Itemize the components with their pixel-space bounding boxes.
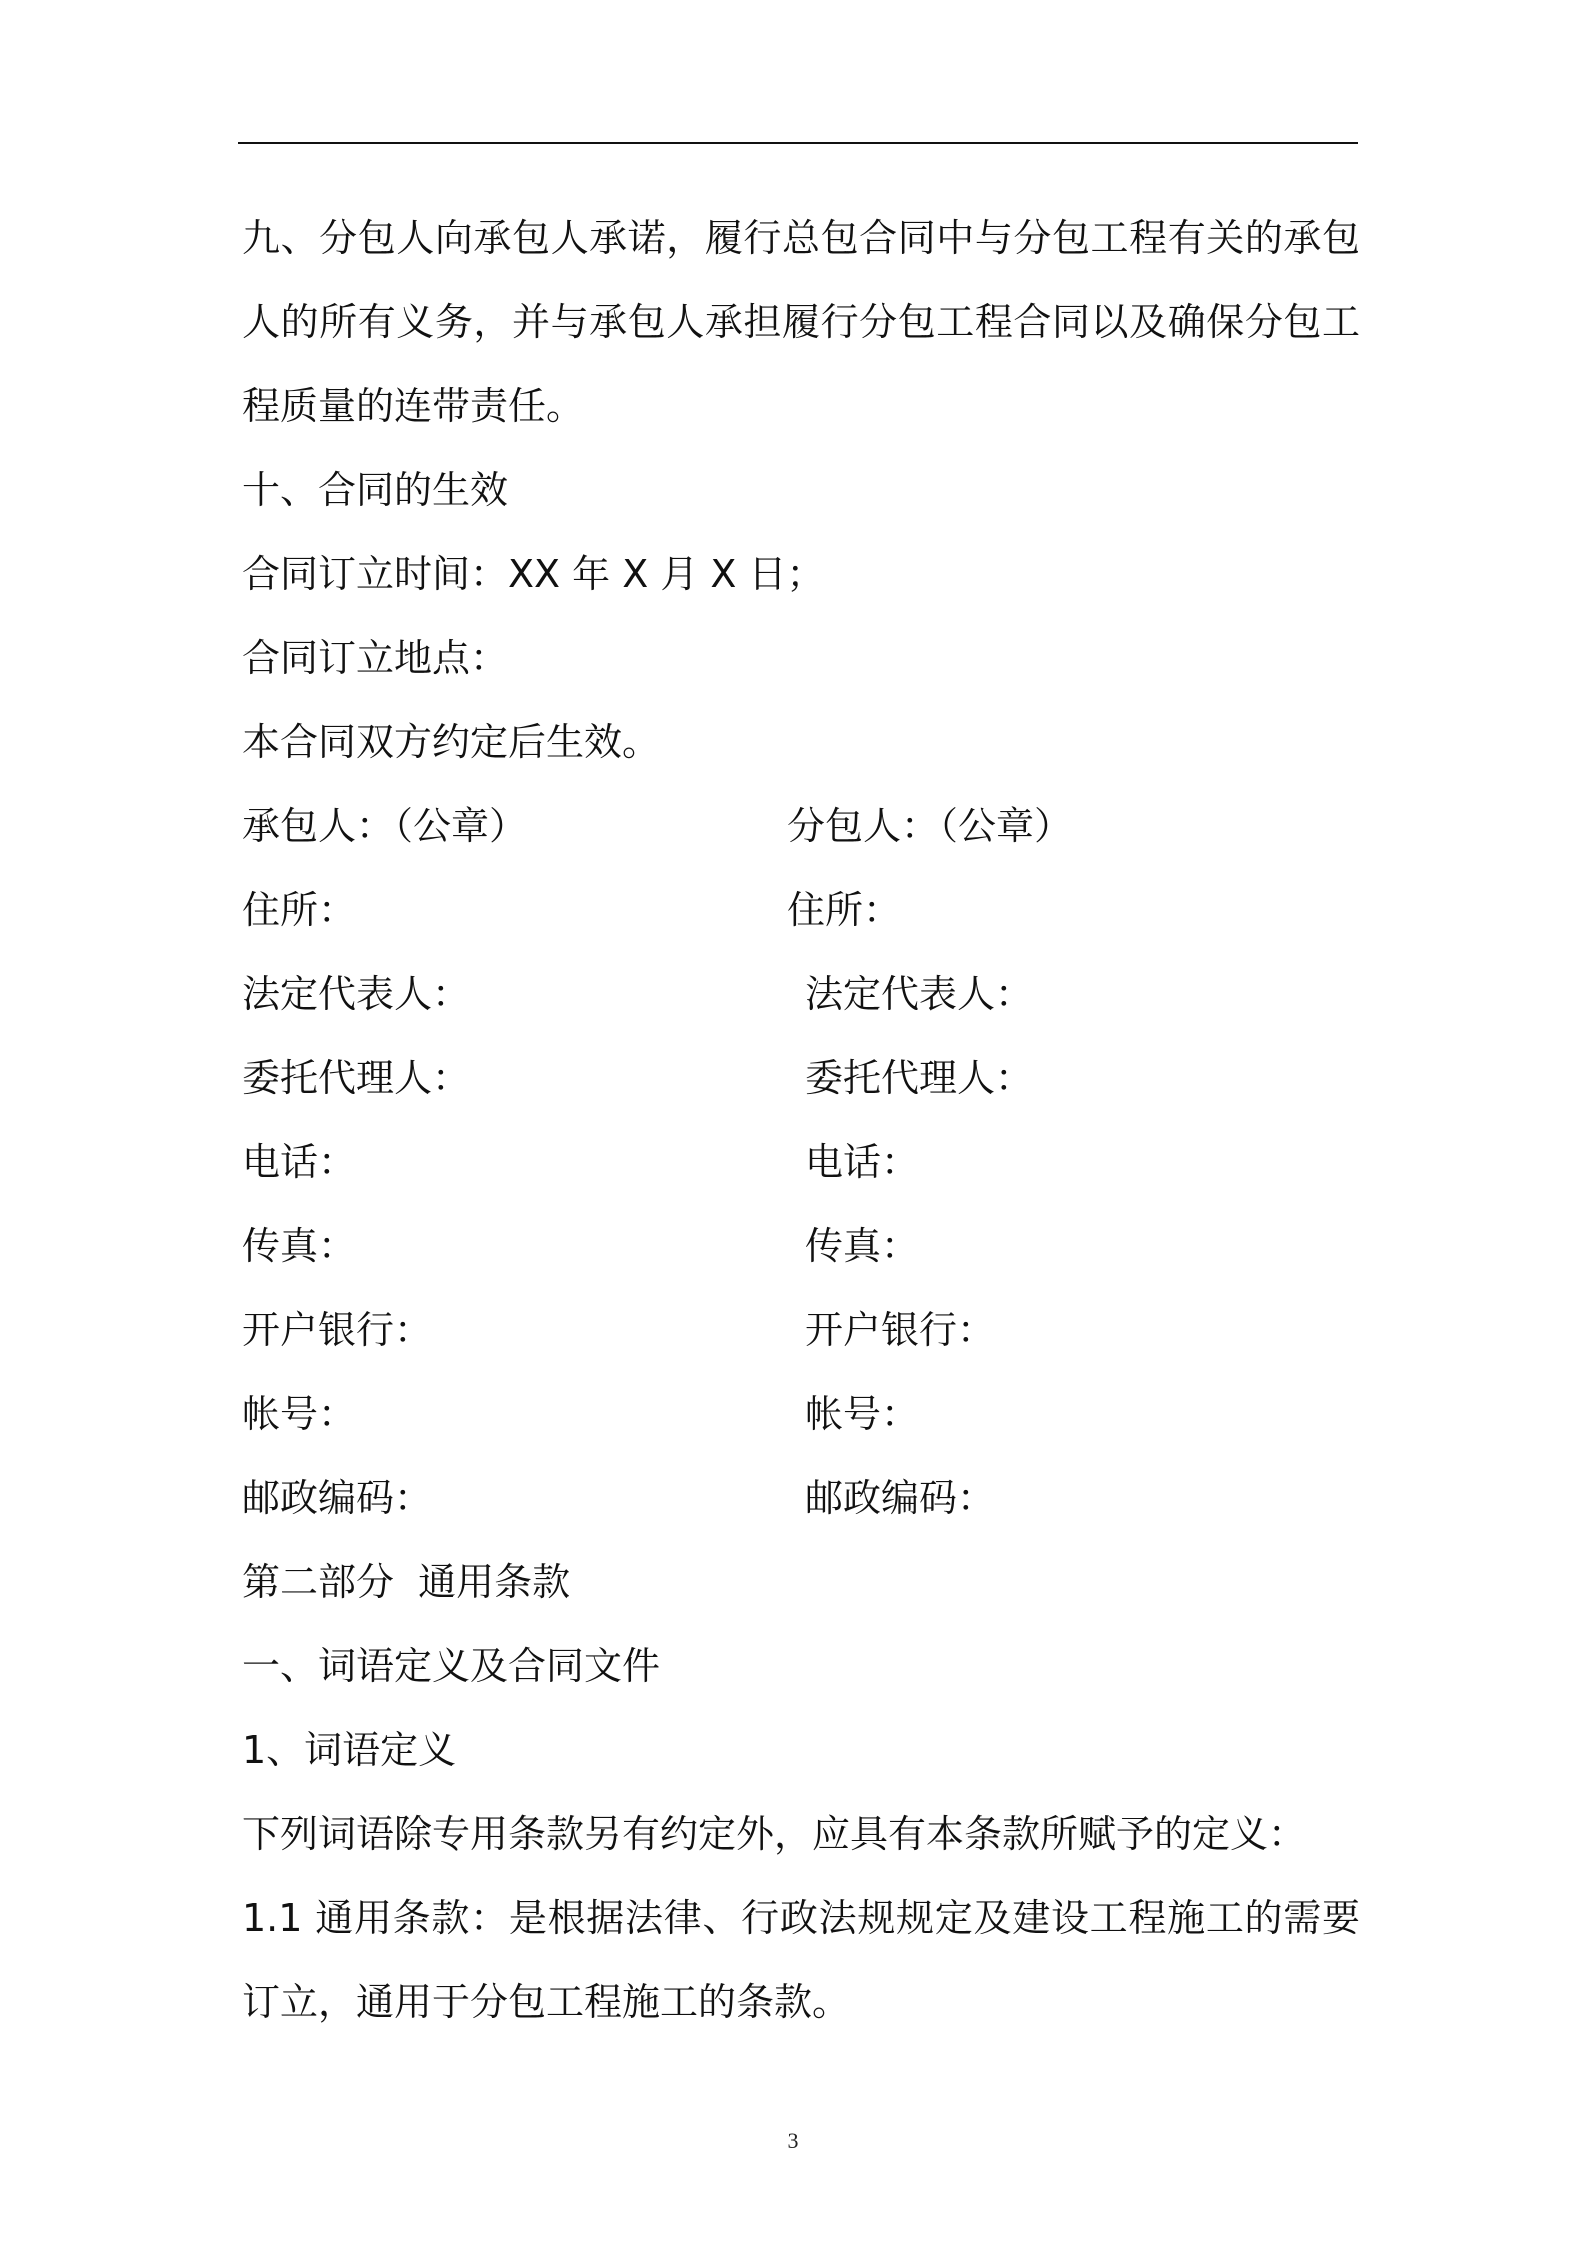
signature-row <box>242 1456 1360 1540</box>
page-number: 3 <box>787 2128 799 2153</box>
section-1-heading: 一、词语定义及合同文件 <box>242 1644 661 1688</box>
definition-1-1-paragraph: 1.1 通用条款：是根据法律、行政法规规定及建设工程施工的需要订立，通用于分包工程施工的条款。 <box>242 1896 1360 2024</box>
contractor-bank-label: 开户银行： <box>242 1308 433 1352</box>
contractor-address-label: 住所： <box>242 888 357 932</box>
contractor-agent-label: 委托代理人： <box>242 1056 471 1100</box>
contractor-fax-label: 传真： <box>242 1224 357 1268</box>
signature-row <box>242 952 1360 1036</box>
signature-row <box>242 1120 1360 1204</box>
document-body <box>242 196 1360 2044</box>
contractor-legal-rep-label: 法定代表人： <box>242 972 471 1016</box>
subcontractor-account-label: 帐号： <box>805 1392 920 1436</box>
subcontractor-postcode-label: 邮政编码： <box>805 1476 996 1520</box>
signature-row <box>242 1204 1360 1288</box>
signature-row <box>242 1288 1360 1372</box>
signature-row <box>242 784 1360 868</box>
header-rule <box>238 142 1358 144</box>
signature-row <box>242 868 1360 952</box>
subcontractor-phone-label: 电话： <box>805 1140 920 1184</box>
clause-9-paragraph: 九、分包人向承包人承诺，履行总包合同中与分包工程有关的承包人的所有义务，并与承包人承担履行分包工程合同以及确保分包工程质量的连带责任。 <box>242 216 1360 428</box>
subcontractor-address-label: 住所： <box>787 888 902 932</box>
contractor-seal-label: 承包人：（公章） <box>242 804 528 848</box>
subcontractor-seal-label: 分包人：（公章） <box>787 804 1073 848</box>
clause-10-heading: 十、合同的生效 <box>242 468 509 512</box>
part-2-title: 第二部分 通用条款 <box>242 1560 571 1604</box>
subcontractor-bank-label: 开户银行： <box>805 1308 996 1352</box>
contractor-phone-label: 电话： <box>242 1140 357 1184</box>
definitions-intro: 下列词语除专用条款另有约定外，应具有本条款所赋予的定义： <box>242 1812 1307 1856</box>
subcontractor-agent-label: 委托代理人： <box>805 1056 1034 1100</box>
signature-block <box>242 784 1360 1540</box>
contractor-postcode-label: 邮政编码： <box>242 1476 433 1520</box>
contractor-account-label: 帐号： <box>242 1392 357 1436</box>
item-1-heading: 1、词语定义 <box>242 1728 457 1772</box>
subcontractor-legal-rep-label: 法定代表人： <box>805 972 1034 1016</box>
subcontractor-fax-label: 传真： <box>805 1224 920 1268</box>
signature-row <box>242 1372 1360 1456</box>
sign-time-line: 合同订立时间：XX 年 X 月 X 日； <box>242 552 825 596</box>
signature-row <box>242 1036 1360 1120</box>
sign-place-line: 合同订立地点： <box>242 636 509 680</box>
effective-line: 本合同双方约定后生效。 <box>242 720 661 764</box>
